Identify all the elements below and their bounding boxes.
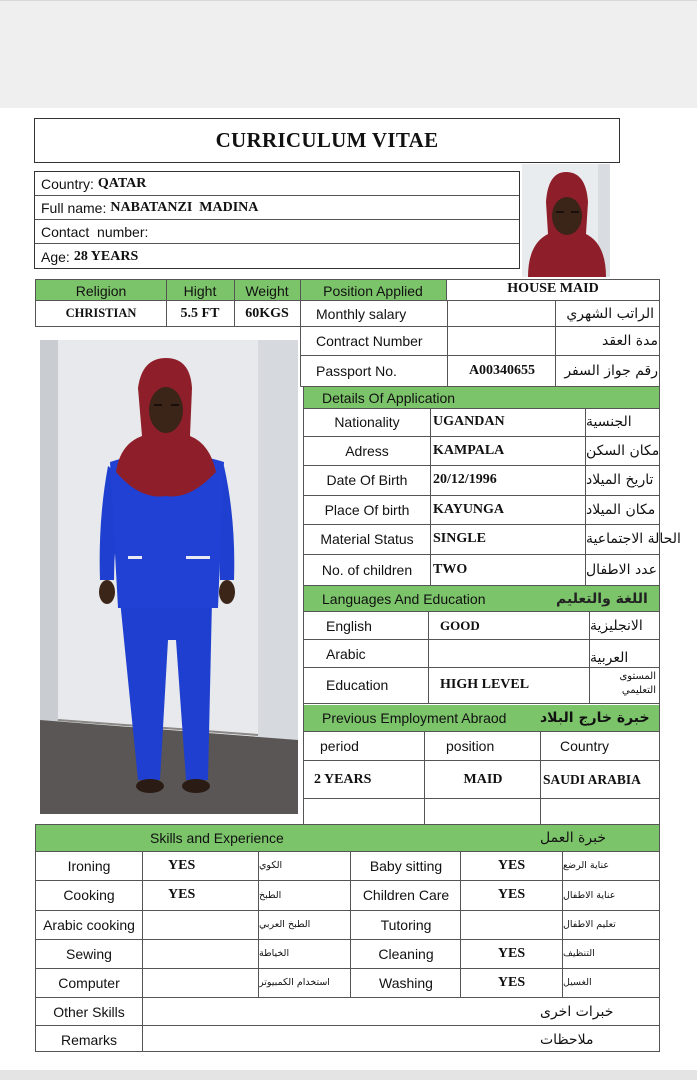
- country-label: Country:: [41, 175, 94, 192]
- languages-header: Languages And Education: [304, 586, 660, 611]
- application-value: KAYUNGA: [433, 501, 505, 517]
- skill-arabic: عناية الاطفال: [563, 889, 616, 901]
- application-value: TWO: [433, 561, 468, 577]
- skill-label: Tutoring: [380, 916, 432, 933]
- skill-label: Baby sitting: [369, 857, 443, 874]
- contract-arabic: مدة العقد: [602, 333, 658, 349]
- contract-label: Contract Number: [316, 333, 423, 349]
- skill-arabic: استخدام الكمبيوتر: [259, 977, 330, 988]
- skill-value: [168, 968, 258, 997]
- application-arabic: عدد الاطفال: [586, 561, 657, 578]
- other-skills-arabic: خبرات اخرى: [540, 1004, 614, 1020]
- viewer-bottom-band: [0, 1070, 697, 1080]
- period-col-header: period: [320, 738, 359, 754]
- name-row: [35, 196, 519, 220]
- application-arabic: تاريخ الميلاد: [586, 472, 654, 488]
- country-value: QATAR: [97, 175, 147, 191]
- age-label: Age:: [41, 249, 70, 265]
- portrait-photo: [522, 164, 610, 277]
- arabic-value: [440, 640, 590, 668]
- languages-header-arabic: اللغة والتعليم: [556, 590, 648, 607]
- english-label: English: [326, 617, 372, 634]
- application-label: Nationality: [334, 414, 400, 430]
- position-header: Position Applied: [300, 280, 446, 301]
- skill-label: Washing: [379, 974, 433, 991]
- skill-arabic: تعليم الاطفال: [563, 919, 616, 930]
- application-label: No. of children: [321, 561, 413, 578]
- skills-header-arabic: خبرة العمل: [540, 830, 606, 846]
- skill-label: Ironing: [67, 857, 111, 874]
- skill-value: YES: [168, 857, 196, 873]
- application-arabic: الحالة الاجتماعية: [586, 531, 681, 547]
- education-arabic: [590, 668, 656, 702]
- salary-arabic: الراتب الشهري: [566, 305, 654, 322]
- skill-value: [168, 910, 258, 939]
- skill-arabic: الخياطة: [259, 948, 290, 959]
- application-label: Place Of birth: [324, 501, 410, 518]
- other-skills-label: Other Skills: [53, 1004, 125, 1020]
- hight-value: 5.5 FT: [180, 305, 220, 321]
- age-row: [35, 244, 519, 270]
- skill-arabic: التنظيف: [563, 948, 595, 959]
- application-label: Material Status: [320, 531, 414, 547]
- remarks-arabic: ملاحظات: [540, 1032, 594, 1048]
- skill-arabic: الطبخ: [259, 889, 282, 901]
- country-row: [35, 172, 519, 196]
- skill-value: YES: [497, 974, 526, 990]
- skill-arabic: عناية الرضع: [563, 860, 610, 871]
- contact-label: Contact number:: [41, 223, 149, 240]
- position-value: HOUSE MAID: [507, 281, 599, 296]
- application-value: KAMPALA: [433, 442, 505, 458]
- application-label: Date Of Birth: [326, 472, 408, 488]
- english-arabic: الانجليزية: [590, 617, 643, 634]
- position-value-employment: MAID: [463, 772, 503, 787]
- application-arabic: مكان الميلاد: [586, 501, 656, 518]
- passport-label: Passport No.: [316, 363, 397, 379]
- education-arabic-line2: التعليمي: [621, 685, 656, 696]
- skill-value: YES: [497, 945, 526, 961]
- country-value-employment: SAUDI ARABIA: [543, 772, 641, 787]
- religion-value: CHRISTIAN: [65, 306, 137, 320]
- arabic-arabic: العربية: [590, 650, 629, 666]
- arabic-label: Arabic: [326, 646, 366, 662]
- passport-value: A00340655: [468, 363, 536, 378]
- position-col-header: position: [446, 738, 495, 754]
- full-body-photo: [40, 340, 298, 814]
- application-arabic: الجنسية: [586, 414, 632, 430]
- period-value: 2 YEARS: [314, 772, 372, 787]
- application-value: UGANDAN: [433, 414, 505, 429]
- skill-value: YES: [497, 857, 526, 873]
- employment-header: Previous Employment Abraod: [304, 705, 660, 731]
- application-arabic: مكان السكن: [586, 442, 660, 459]
- skill-value: [168, 939, 258, 968]
- skill-arabic: الكوي: [259, 860, 283, 871]
- skill-value: [461, 910, 562, 939]
- personal-info-box: [34, 171, 520, 269]
- skill-arabic: الطبخ العربي: [259, 919, 311, 930]
- skill-label: Arabic cooking: [43, 916, 135, 933]
- contact-row: [35, 220, 519, 244]
- education-value: HIGH LEVEL: [440, 677, 530, 692]
- application-value: SINGLE: [433, 531, 486, 546]
- application-value: 20/12/1996: [433, 472, 497, 487]
- skill-value: YES: [497, 887, 526, 902]
- hight-header: Hight: [166, 280, 234, 301]
- application-header: Details Of Application: [304, 387, 660, 408]
- remarks-label: Remarks: [60, 1032, 117, 1048]
- skill-label: Sewing: [66, 945, 112, 962]
- employment-header-arabic: خبرة خارج البلاد: [540, 710, 650, 726]
- page-title: CURRICULUM VITAE: [34, 118, 620, 163]
- education-label: Education: [326, 677, 389, 693]
- weight-value: 60KGS: [245, 305, 289, 321]
- name-label: Full name:: [41, 199, 107, 216]
- salary-label: Monthly salary: [316, 305, 407, 322]
- country-col-header: Country: [560, 738, 610, 754]
- education-arabic-line1: المستوى: [619, 671, 656, 682]
- name-value: NABATANZI MADINA: [110, 199, 259, 215]
- skill-label: Cleaning: [378, 945, 434, 962]
- skill-arabic: الغسيل: [563, 977, 592, 988]
- skill-label: Children Care: [362, 887, 450, 903]
- skills-header: Skills and Experience: [36, 825, 660, 851]
- english-value: GOOD: [440, 617, 480, 633]
- application-label: Adress: [345, 442, 389, 459]
- weight-header: Weight: [234, 280, 300, 301]
- skill-value: YES: [168, 887, 196, 902]
- religion-header: Religion: [36, 280, 166, 301]
- age-value: 28 YEARS: [73, 249, 139, 264]
- passport-arabic: رقم جواز السفر: [564, 363, 658, 379]
- skill-label: Cooking: [63, 887, 115, 903]
- skill-label: Computer: [58, 974, 120, 991]
- viewer-top-band: [0, 0, 697, 108]
